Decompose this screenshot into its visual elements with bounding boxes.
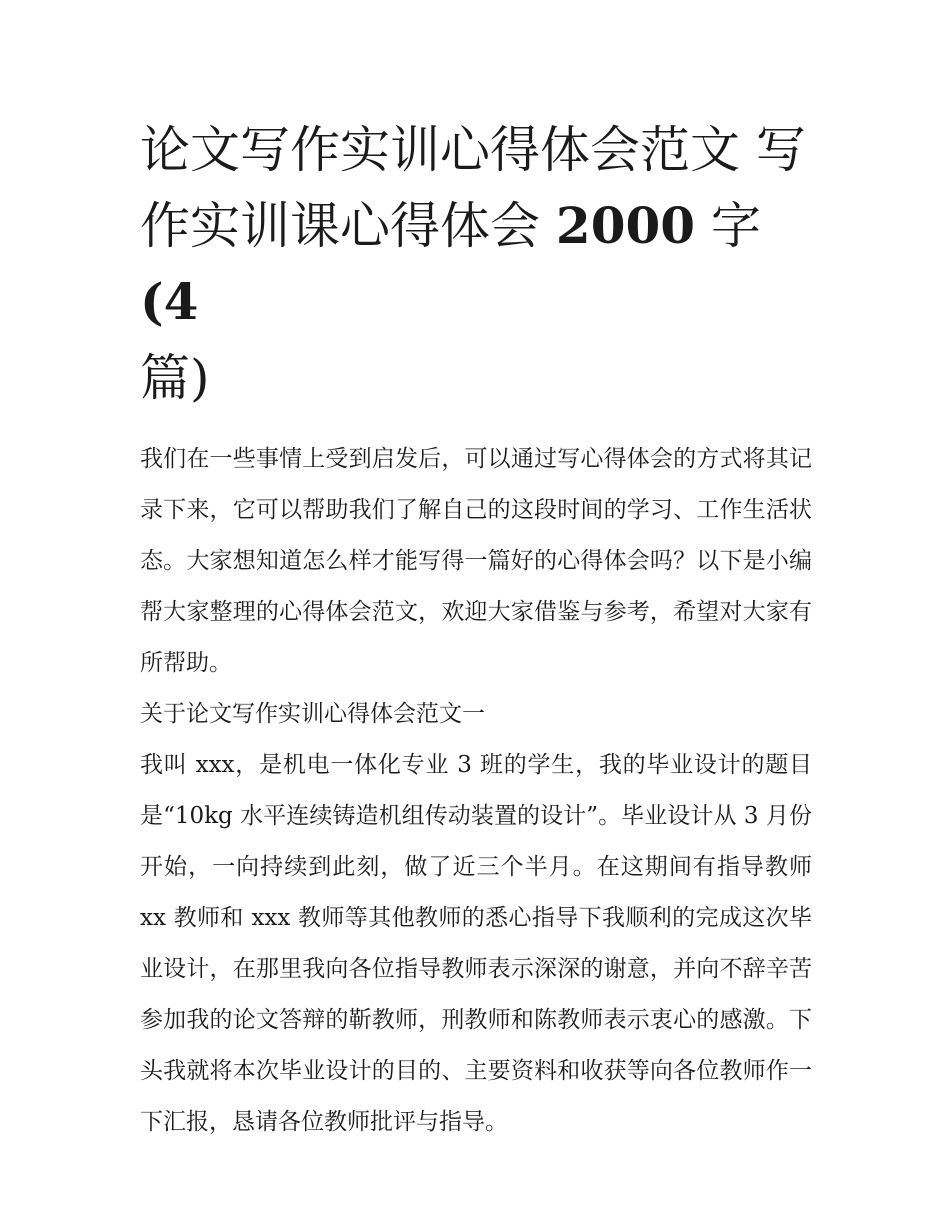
intro-paragraph: 我们在一些事情上受到启发后，可以通过写心得体会的方式将其记录下来，它可以帮助我们了解自己的这段时间的学习、工作生活状态。大家想知道怎么样才能写得一篇好的心得体会吗？以下是小编帮大家整理的心得体会范文，欢迎大家借鉴与参考，希望对大家有所帮助。 <box>140 446 812 676</box>
title-text-2: 字 <box>695 197 761 255</box>
title-text-1: 论文写作实训心得体会范文 写作实训课心得体会 <box>140 121 806 255</box>
body-paragraph: 我叫 xxx，是机电一体化专业 3 班的学生，我的毕业设计的题目是“10kg 水平连续铸造机组传动装置的设计”。毕业设计从 3 月份开始，一向持续到此刻，做了近三个半月。在这期间有指导教师 xx 教师和 xxx 教师等其他教师的悉心指导下我顺利的完成这次毕业设计，在那里我向各位指导教师表示深深的谢意，并向不辞辛苦参加我的论文答辩的靳教师，刑教师和陈教师表示衷心的感激。下头我就将本次毕业设计的目的、主要资料和收获等向各位教师作一下汇报，恳请各位教师批评与指导。 <box>140 752 812 1135</box>
document-body <box>140 434 812 1148</box>
section-heading: 关于论文写作实训心得体会范文一 <box>140 701 485 727</box>
title-number: 2000 <box>555 196 696 255</box>
document-title <box>140 112 812 416</box>
title-count: (4 <box>140 272 199 331</box>
title-text-3: 篇) <box>140 349 210 407</box>
document-page <box>140 112 812 1148</box>
